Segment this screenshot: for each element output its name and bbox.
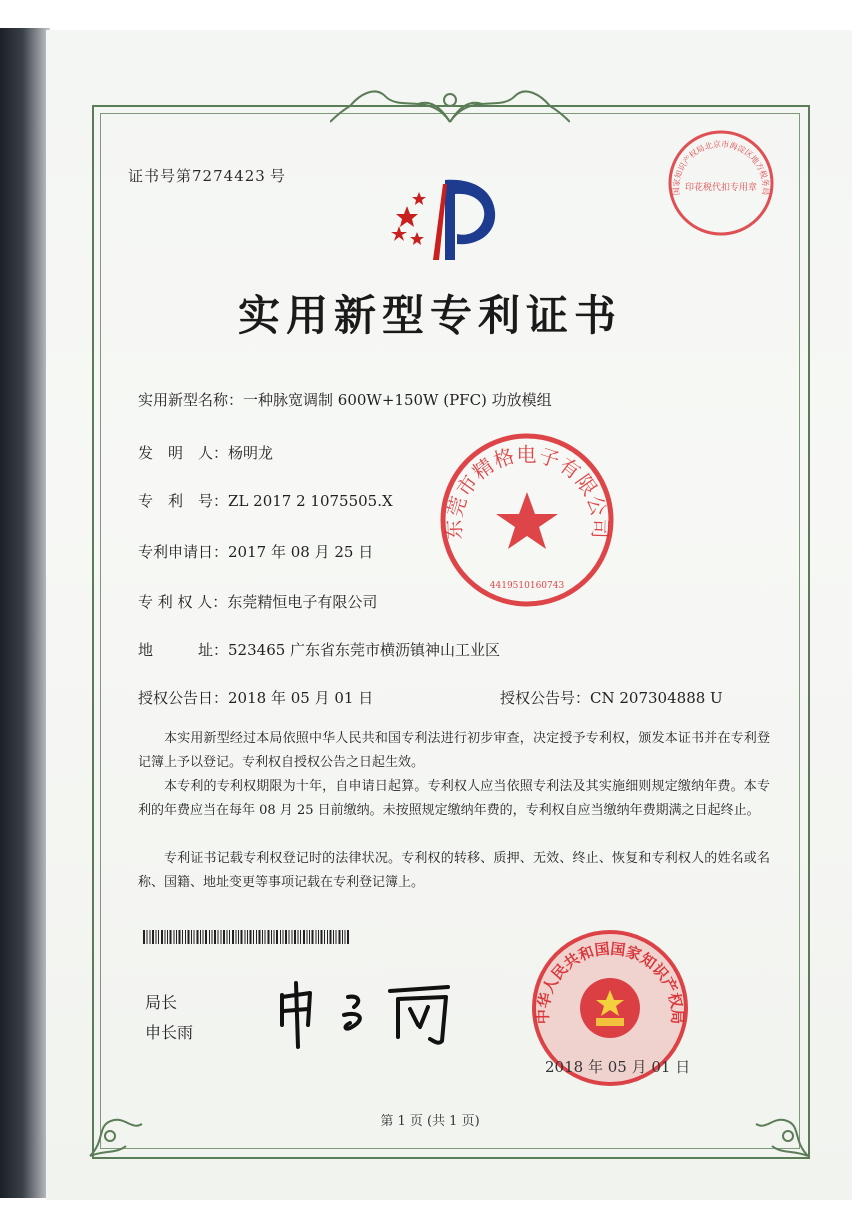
grant-date-label: 授权公告日： <box>138 689 229 707</box>
patentee-row <box>138 591 377 612</box>
company-seal <box>437 430 617 610</box>
director-signature <box>270 975 460 1055</box>
certificate-number-suffix: 号 <box>269 167 286 185</box>
utility-model-name-value: 一种脉宽调制 600W+150W (PFC) 功放模组 <box>243 391 552 409</box>
page-number: 第 1 页 (共 1 页) <box>380 1114 480 1129</box>
certificate-title: 实用新型专利证书 <box>237 291 622 340</box>
inventor-label: 发 明 人： <box>138 444 229 462</box>
corner-ornament-bottom-right <box>752 1100 812 1160</box>
grant-date-value: 2018 年 05 月 01 日 <box>228 689 374 707</box>
address-value: 523465 广东省东莞市横沥镇神山工业区 <box>228 641 501 659</box>
body-paragraph-2: 本专利的专利权期限为十年，自申请日起算。专利权人应当依照专利法及其实施细则规定缴纳年费。本专利的年费应当在每年 08 月 25 日前缴纳。未按照规定缴纳年费的，专利权自应当缴纳年费期满之日起终止。 <box>138 779 770 818</box>
filing-date-row <box>138 541 373 562</box>
company-seal-text: 东莞市精格电子有限公司 <box>441 442 613 541</box>
inventor-value: 杨明龙 <box>228 444 274 462</box>
patentee-value: 东莞精恒电子有限公司 <box>227 593 378 611</box>
patent-number-value: ZL 2017 2 1075505.X <box>228 492 393 510</box>
stamp-duty-seal-text: 国家知识产权局北京市海淀区地方税务局 <box>671 139 771 196</box>
grant-number-value: CN 207304888 U <box>590 689 723 707</box>
body-paragraph-1: 本实用新型经过本局依照中华人民共和国专利法进行初步审查，决定授予专利权，颁发本证书并在专利登记簿上予以登记。专利权自授权公告之日起生效。 <box>138 731 770 770</box>
utility-model-name-row <box>138 389 552 410</box>
patent-number-row <box>138 490 393 511</box>
patent-office-logo <box>385 170 515 270</box>
address-row <box>138 639 500 660</box>
grant-date-row <box>138 687 373 708</box>
certificate-number-label: 证书号第 <box>128 167 193 185</box>
body-paragraph-3: 专利证书记载专利权登记时的法律状况。专利权的转移、质押、无效、终止、恢复和专利权人的姓名或名称、国籍、地址变更等事项记载在专利登记簿上。 <box>138 851 770 890</box>
stamp-duty-seal <box>666 128 776 238</box>
utility-model-name-label: 实用新型名称： <box>138 391 244 409</box>
grant-number-row <box>500 687 723 708</box>
address-label: 地 址： <box>138 641 229 659</box>
issue-date: 2018 年 05 月 01 日 <box>545 1058 691 1076</box>
certificate-number-value: 7274423 <box>192 167 266 185</box>
filing-date-label: 专利申请日： <box>138 543 229 561</box>
patent-number-label: 专 利 号： <box>138 492 229 510</box>
corner-ornament-bottom-left <box>86 1100 146 1160</box>
certificate-number <box>128 165 286 186</box>
barcode <box>143 930 349 944</box>
top-ornament <box>330 82 570 126</box>
filing-date-value: 2017 年 08 月 25 日 <box>228 543 374 561</box>
grant-number-label: 授权公告号： <box>500 689 591 707</box>
scan-edge <box>0 28 50 1198</box>
company-seal-code: 4419510160743 <box>489 581 565 591</box>
director-title: 局长 <box>145 993 178 1012</box>
director-name: 申长雨 <box>145 1023 194 1042</box>
national-seal-text: 中华人民共和国国家知识产权局 <box>533 939 687 1025</box>
inventor-row <box>138 442 273 463</box>
stamp-duty-seal-center: 印花税代扣专用章 <box>684 183 758 193</box>
patentee-label: 专 利 权 人： <box>138 593 228 611</box>
